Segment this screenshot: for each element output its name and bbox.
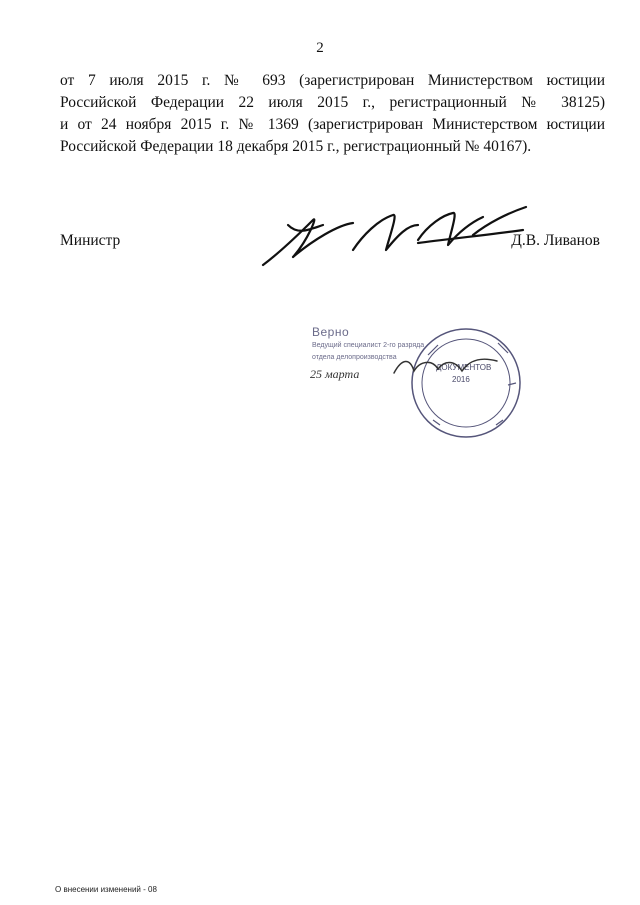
body-line-2: Российской Федерации 22 июля 2015 г., регистрационный № 38125)	[60, 94, 605, 111]
certifier-title: Ведущий специалист 2-го разряда	[312, 342, 425, 349]
copy-certification	[300, 325, 530, 435]
stamp-text: ДОКУМЕНТОВ	[436, 363, 492, 372]
signer-name: Д.В. Ливанов	[511, 232, 600, 249]
stamp-year: 2016	[452, 375, 470, 384]
certifier-signature-image	[392, 353, 502, 383]
body-line-1: от 7 июля 2015 г. № 693 (зарегистрирован Министерством юстиции	[60, 72, 605, 89]
body-line-3: и от 24 ноября 2015 г. № 1369 (зарегистрирован Министерством юстиции	[60, 116, 605, 133]
official-seal-icon	[408, 325, 528, 445]
handwritten-date	[310, 365, 359, 383]
signature-image	[258, 195, 528, 270]
handwritten-date-text: 25 марта	[310, 367, 360, 381]
signer-position: Министр	[60, 232, 121, 249]
verno-label: Верно	[312, 325, 350, 339]
body-line-4: Российской Федерации 18 декабря 2015 г., регистрационный № 40167).	[60, 138, 532, 155]
footer-text: О внесении изменений - 08	[55, 885, 157, 894]
certifier-department: отдела делопроизводства	[312, 354, 397, 361]
body-paragraph	[60, 70, 605, 158]
page-number: 2	[316, 40, 324, 56]
